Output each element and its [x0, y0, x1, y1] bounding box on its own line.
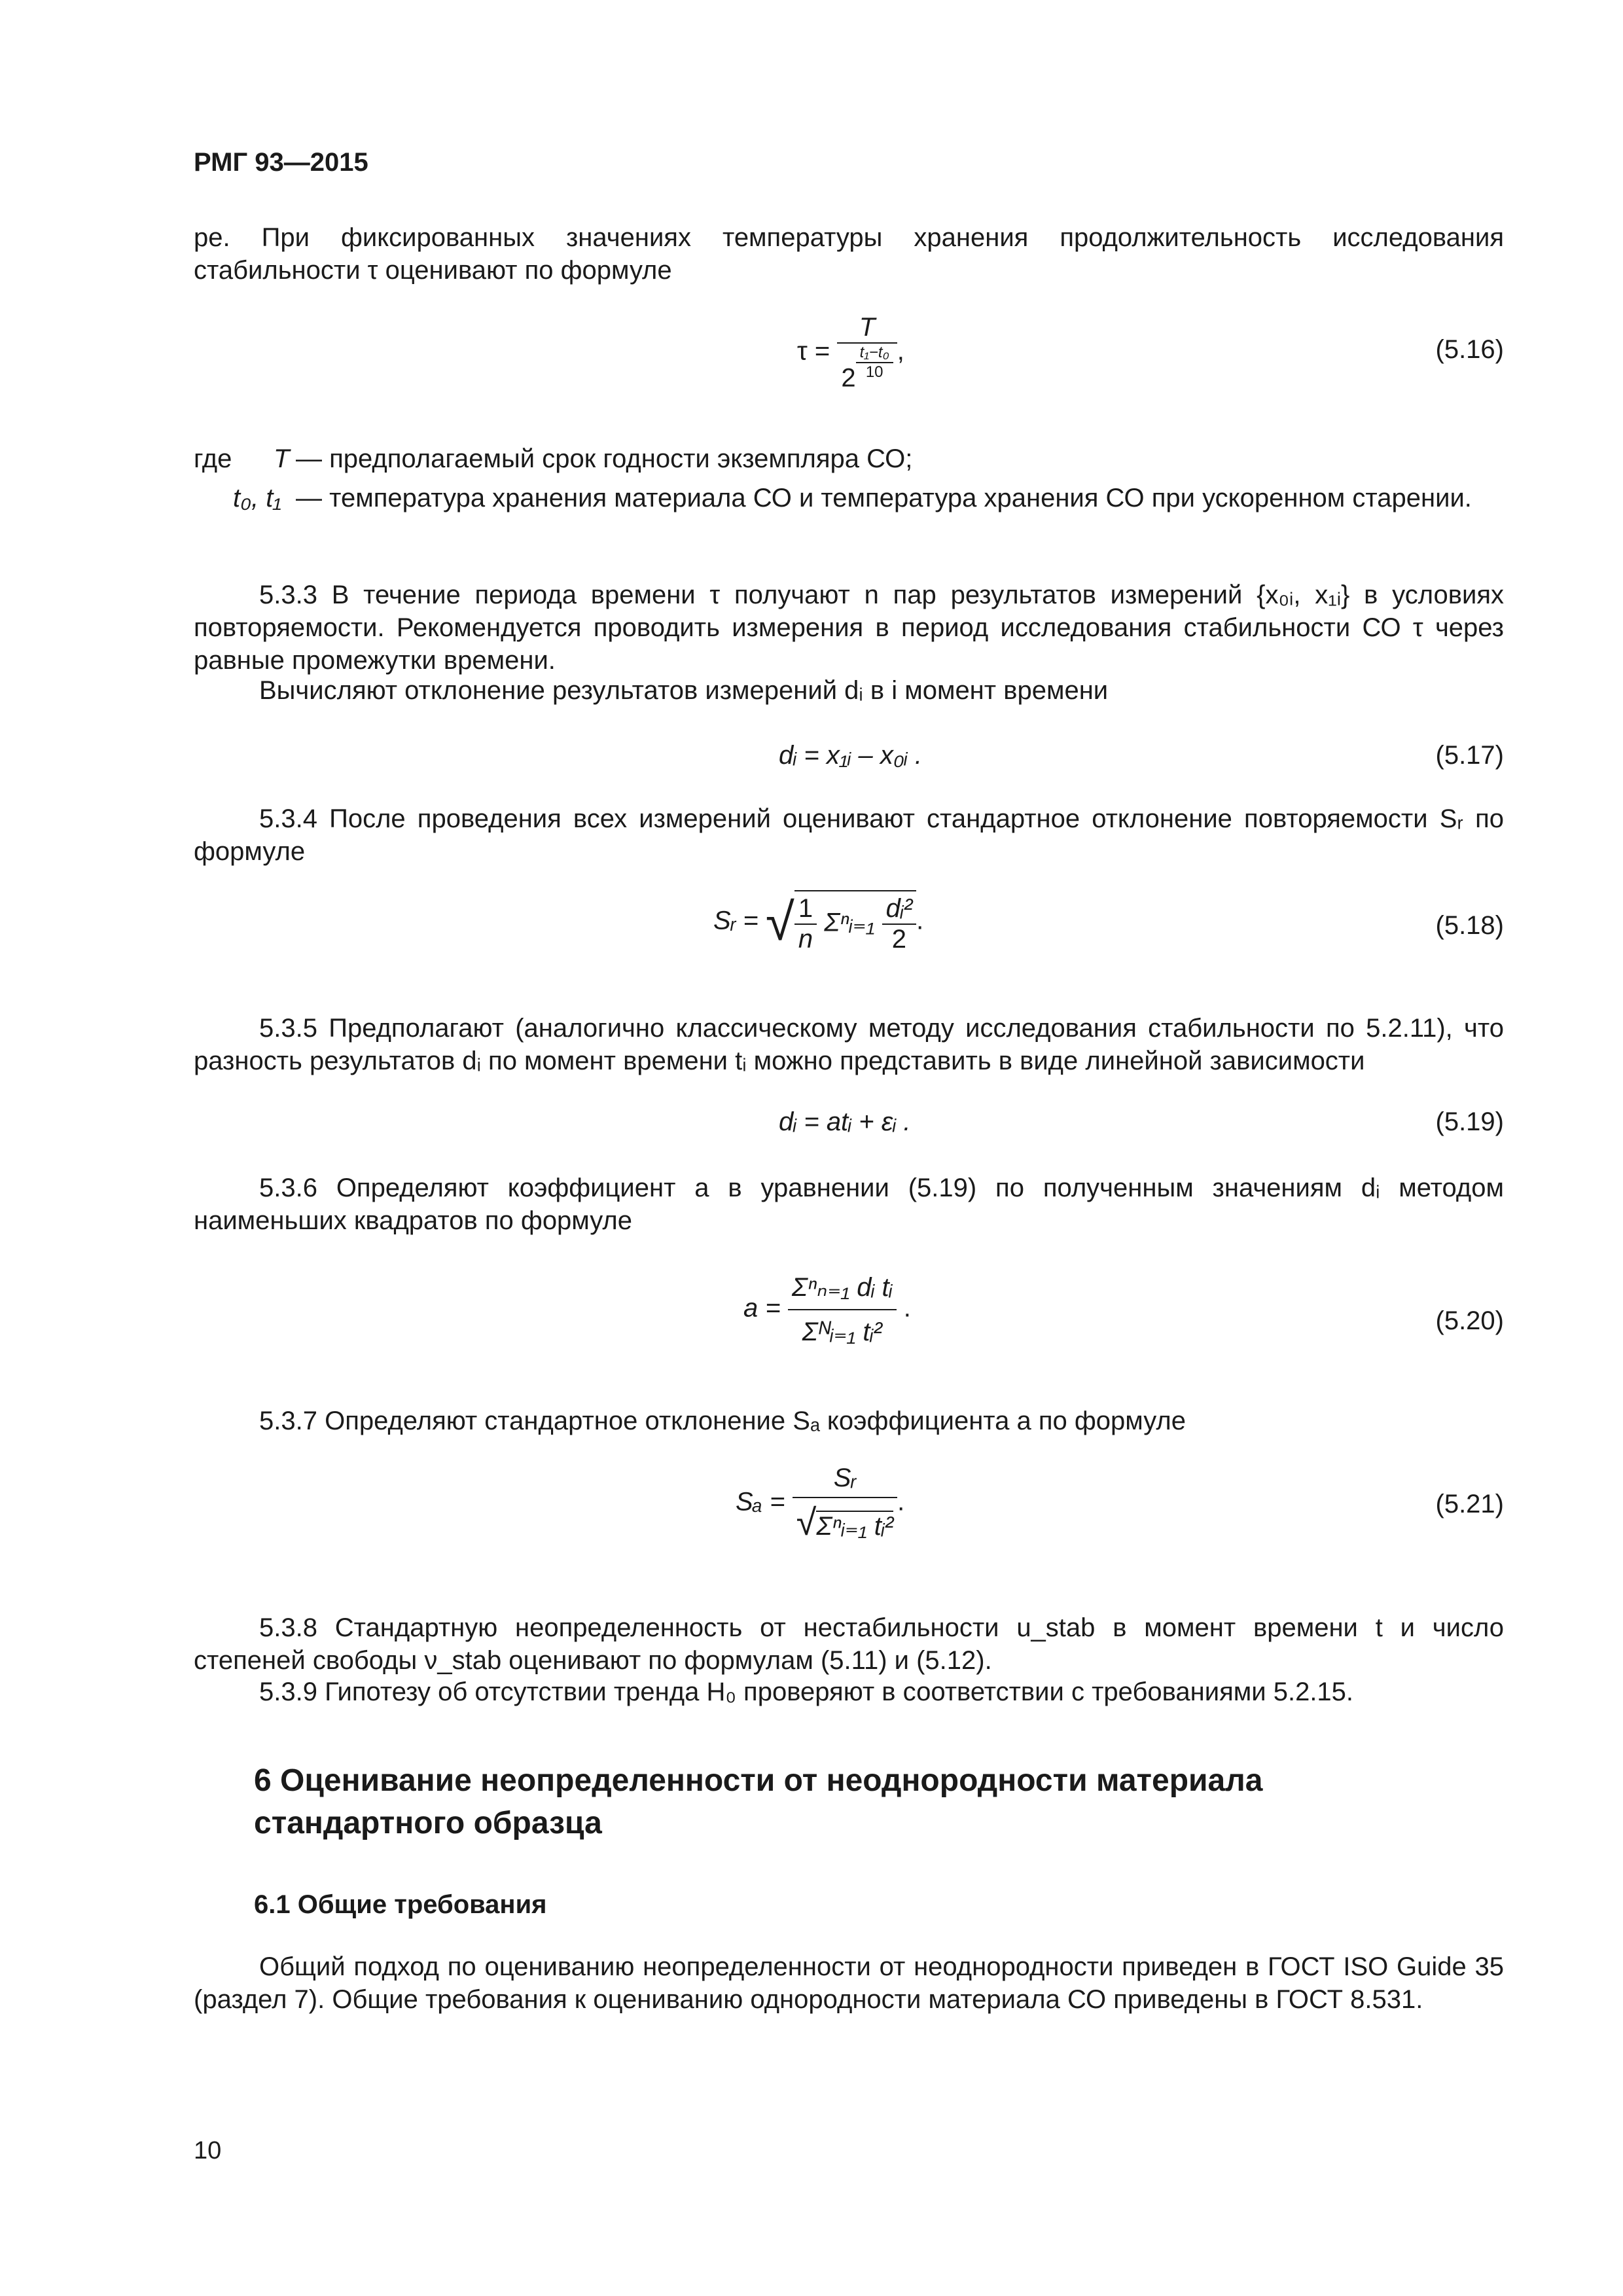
eq-5-18-two: 2 — [882, 924, 917, 954]
eq-5-16-numerator: T — [859, 313, 876, 342]
paragraph-5-3-3: 5.3.3 В течение периода времени τ получают n пар результатов измерений {x₀ᵢ, x₁ᵢ} в условиях повторяемости. Рекомендуется проводить измерения в период исследования стабильности СО τ через равные промежутки времени. — [194, 581, 1504, 675]
eq-5-20-lhs: a = — [743, 1293, 781, 1323]
eq-5-21-numerator: Sᵣ — [833, 1463, 857, 1492]
sqrt-icon: √ — [765, 893, 794, 951]
where-symbol-T: T — [274, 444, 290, 473]
where-desc-t0-t1: — температура хранения материала СО и температура хранения СО при ускоренном старении. — [296, 484, 1472, 512]
equation-5-17: dᵢ = x₁ᵢ – x₀ᵢ . — [779, 741, 922, 770]
eq-5-20-denominator: Σᴺᵢ₌₁ tᵢ² — [788, 1309, 897, 1347]
eq-5-18-n: n — [794, 924, 817, 954]
equation-5-20 — [743, 1272, 911, 1347]
equation-number-5-19: (5.19) — [1435, 1107, 1504, 1136]
eq-5-18-d2: dᵢ² — [885, 894, 913, 923]
paragraph-deviation: Вычисляют отклонение результатов измерений dᵢ в i момент времени — [259, 676, 1109, 705]
eq-5-16-base: 2 — [841, 363, 856, 393]
paragraph-6-1: Общий подход по оцениванию неопределенности от неоднородности приведен в ГОСТ ISO Guide 35 (раздел 7). Общие требования к оцениванию однородности материала СО приведены в ГОСТ 8.531. — [194, 1952, 1504, 2014]
eq-5-21-tail: . — [897, 1487, 905, 1516]
paragraph-5-3-9: 5.3.9 Гипотезу об отсутствии тренда H₀ проверяют в соответствии с требованиями 5.2.15. — [259, 1677, 1354, 1706]
eq-5-18-one: 1 — [798, 894, 813, 923]
eq-5-16-lhs: τ = — [797, 336, 830, 366]
where-desc-T: — предполагаемый срок годности экземпляра СО; — [296, 444, 913, 473]
eq-5-16-exp-den: 10 — [856, 362, 893, 382]
sqrt-icon-2: √ — [796, 1501, 817, 1543]
paragraph-5-3-4: 5.3.4 После проведения всех измерений оценивают стандартное отклонение повторяемости Sᵣ по формуле — [194, 804, 1504, 866]
equation-number-5-21: (5.21) — [1435, 1490, 1504, 1518]
equation-5-18 — [713, 890, 923, 954]
eq-5-20-tail: . — [903, 1293, 911, 1323]
equation-5-16 — [797, 313, 904, 393]
paragraph-5-3-6: 5.3.6 Определяют коэффициент a в уравнении (5.19) по полученным значениям dᵢ методом наименьших квадратов по формуле — [194, 1174, 1504, 1235]
equation-5-21 — [736, 1463, 904, 1543]
paragraph-intro: ре. При фиксированных значениях температуры хранения продолжительность исследования стабильности τ оценивают по формуле — [194, 223, 1504, 285]
equation-5-19: dᵢ = atᵢ + εᵢ . — [779, 1107, 911, 1136]
where-word: где — [194, 444, 232, 473]
paragraph-5-3-5: 5.3.5 Предполагают (аналогично классическому методу исследования стабильности по 5.2.11), что разность результатов dᵢ по момент времени tᵢ можно представить в виде линейной зависимости — [194, 1014, 1504, 1075]
eq-5-21-denominator: Σⁿᵢ₌₁ tᵢ² — [816, 1512, 894, 1541]
eq-5-16-exp-num: t₁−t₀ — [859, 344, 889, 361]
eq-5-18-sum: Σⁿᵢ₌₁ — [824, 908, 875, 937]
where-symbol-t0-t1: t₀, t₁ — [233, 484, 281, 512]
equation-number-5-16: (5.16) — [1435, 335, 1504, 364]
eq-5-18-tail: . — [916, 906, 924, 935]
section-6-title: 6 Оценивание неопределенности от неоднородности материала стандартного образца — [254, 1763, 1263, 1840]
eq-5-21-lhs: Sₐ = — [736, 1487, 785, 1516]
equation-number-5-18: (5.18) — [1435, 911, 1504, 940]
eq-5-20-numerator: Σⁿₙ₌₁ dᵢ tᵢ — [791, 1273, 893, 1302]
eq-5-18-lhs: Sᵣ = — [713, 906, 758, 935]
eq-5-16-tail: , — [897, 336, 904, 366]
equation-number-5-20: (5.20) — [1435, 1306, 1504, 1335]
paragraph-5-3-8: 5.3.8 Стандартную неопределенность от нестабильности u_stab в момент времени t и число степеней свободы ν_stab оценивают по формулам (5.11) и (5.12). — [194, 1613, 1504, 1675]
section-6-1-title: 6.1 Общие требования — [254, 1890, 547, 1919]
paragraph-5-3-7: 5.3.7 Определяют стандартное отклонение Sₐ коэффициента a по формуле — [259, 1407, 1186, 1435]
document-header: РМГ 93—2015 — [194, 148, 368, 177]
equation-number-5-17: (5.17) — [1435, 741, 1504, 770]
page-number: 10 — [194, 2137, 222, 2164]
